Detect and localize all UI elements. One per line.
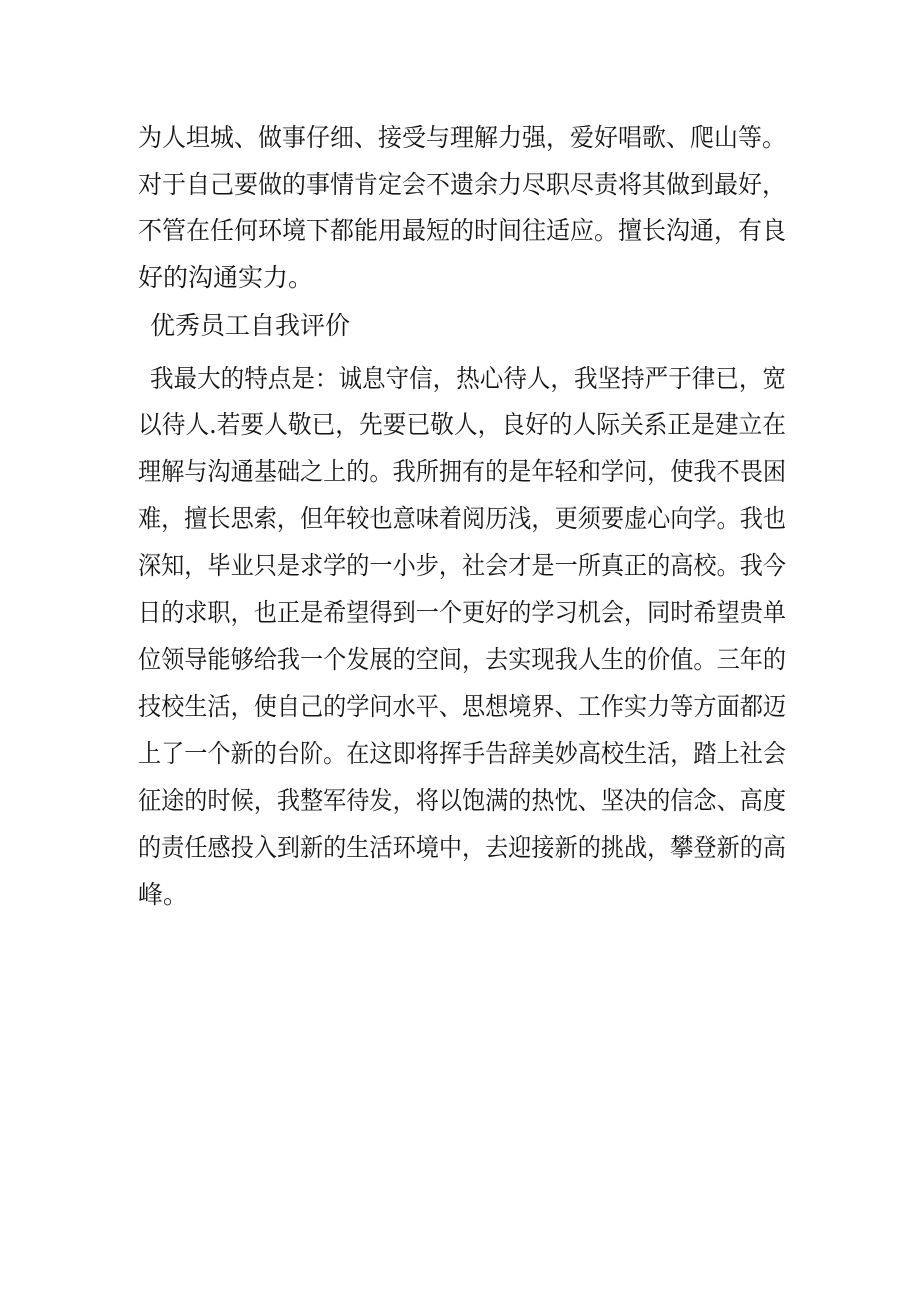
evaluation-line-12: 峰。 — [138, 880, 189, 909]
evaluation-line-2: 以待人.若要人敬已，先要已敬人，良好的人际关系正是建立在 — [138, 410, 786, 439]
intro-line-3: 不管在任何环境下都能用最短的时间往适应。擅长沟通，有良 — [138, 216, 787, 245]
evaluation-line-9: 上了一个新的台阶。在这即将挥手告辞美妙高校生活，踏上社会 — [138, 739, 787, 768]
evaluation-line-3: 理解与沟通基础之上的。我所拥有的是年轻和学问，使我不畏困 — [138, 457, 787, 486]
intro-line-2: 对于自己要做的事情肯定会不遗余力尽职尽责将其做到最好， — [138, 170, 787, 199]
evaluation-line-7: 位领导能够给我一个发展的空间，去实现我人生的价值。三年的 — [138, 645, 787, 674]
evaluation-line-4: 难，擅长思索，但年较也意味着阅历浅，更须要虚心向学。我也 — [138, 504, 787, 533]
evaluation-line-10: 征途的时候，我整军待发，将以饱满的热忱、坚决的信念、高度 — [138, 786, 787, 815]
intro-line-1: 为人坦城、做事仔细、接受与理解力强，爱好唱歌、爬山等。 — [138, 123, 787, 152]
evaluation-line-6: 日的求职，也正是希望得到一个更好的学习机会，同时希望贵单 — [138, 598, 787, 627]
intro-line-4: 好的沟通实力。 — [138, 263, 314, 292]
evaluation-line-5: 深知，毕业只是求学的一小步，社会才是一所真正的高校。我今 — [138, 551, 787, 580]
evaluation-line-1: 我最大的特点是：诚息守信，热心待人，我坚持严于律已，宽 — [150, 364, 786, 393]
section-heading: 优秀员工自我评价 — [150, 311, 351, 340]
evaluation-line-11: 的责任感投入到新的生活环境中，去迎接新的挑战，攀登新的高 — [138, 833, 787, 862]
evaluation-line-8: 技校生活，使自己的学问水平、思想境界、工作实力等方面都迈 — [138, 692, 787, 721]
